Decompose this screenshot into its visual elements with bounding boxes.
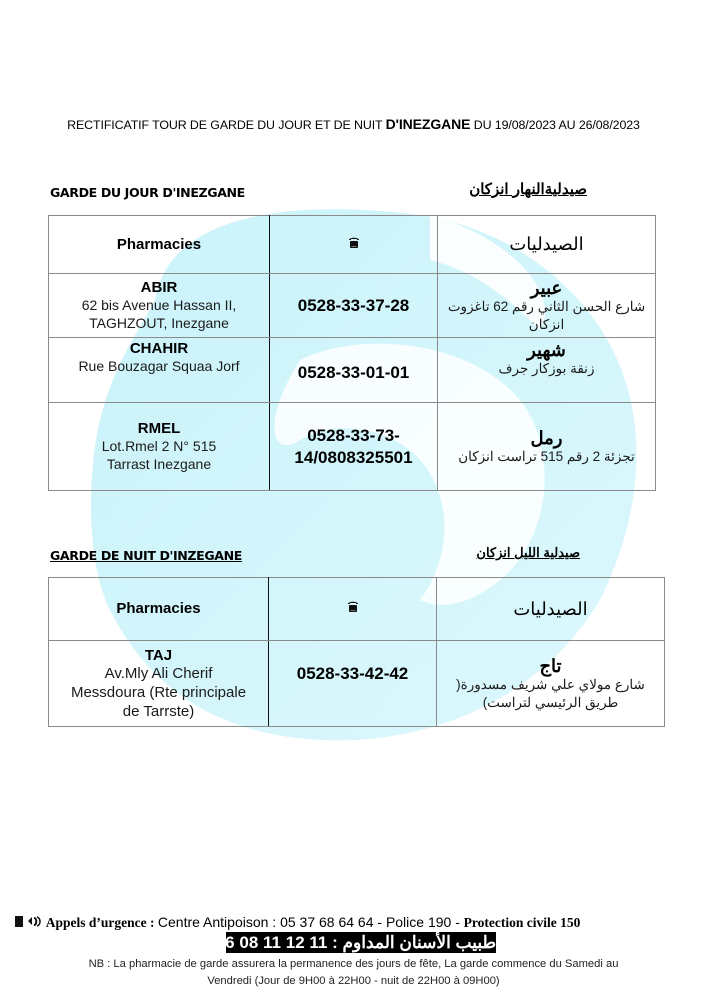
table-row [49, 403, 656, 491]
day-heading-ar: صيدليةالنهار انزكان [469, 181, 587, 198]
col-header-pharmacies: Pharmacies [116, 235, 202, 253]
pharmacy-address-ar: تجزئة 2 رقم 515 تراست انزكان [458, 448, 635, 464]
dentist-on-call-banner: طبيب الأسنان المداوم : 11 12 11 08 06 [215, 933, 496, 952]
emergency-separator: : [146, 915, 158, 930]
day-heading-fr: GARDE DU JOUR D'INEZGANE [50, 185, 245, 200]
pharmacy-name-ar: عبير [530, 277, 563, 298]
day-pharmacy-table [48, 215, 656, 491]
table-row [49, 274, 656, 338]
pharmacy-address-ar: انزكان [528, 316, 565, 332]
pharmacy-phone: 0528-33-42-42 [296, 664, 409, 683]
phone-icon [348, 236, 360, 249]
phone-icon [347, 600, 359, 613]
col-header-pharmacies-ar: الصيدليات [513, 598, 588, 619]
pharmacy-address-line: Tarrast Inezgane [106, 456, 212, 472]
pharmacy-name-ar: رمل [530, 427, 563, 448]
pharmacy-address-line: Rue Bouzagar Squaa Jorf [78, 358, 240, 374]
pharmacy-address-ar: طريق الرئيسي لتراست) [482, 694, 619, 710]
table-header-row [49, 578, 665, 641]
nb-line-1: NB : La pharmacie de garde assurera la permanence des jours de fête, La garde commence du Samedi au [88, 958, 619, 970]
night-pharmacy-table [48, 577, 665, 727]
pharmacy-address-line: 62 bis Avenue Hassan II, [81, 297, 237, 313]
night-heading-fr: GARDE DE NUIT D'INZEGANE [50, 548, 242, 563]
pharmacy-address-line: Av.Mly Ali Cherif [104, 664, 213, 682]
table-header-row [49, 216, 656, 274]
pharmacy-name: ABIR [140, 279, 178, 296]
pharmacy-phone: 0528-33-01-01 [297, 363, 410, 382]
pharmacy-phone: 0528-33-73- [307, 425, 400, 445]
pharmacy-address-line: TAGHZOUT, Inezgane [89, 315, 229, 331]
pharmacy-address-ar: زنقة بوزكار جرف [498, 361, 595, 376]
table-row [49, 641, 665, 727]
pharmacy-name-ar: شهير [527, 340, 566, 360]
night-heading-ar: صيدلية الليل انزكان [476, 545, 580, 560]
nb-line-2: Vendredi (Jour de 9H00 à 22H00 - nuit de 22H00 à 09H00) [207, 975, 500, 987]
pharmacy-address-line: Messdoura (Rte principale [70, 683, 247, 701]
pharmacy-address-line: de Tarrste) [122, 702, 195, 720]
pharmacy-name: TAJ [144, 646, 173, 664]
title-dates: DU 19/08/2023 AU 26/08/2023 [470, 118, 640, 132]
antipoison-police: Centre Antipoison : 05 37 68 64 64 - Police 190 - [157, 914, 460, 930]
protection-civile: Protection civile 150 [463, 915, 581, 930]
pharmacy-phone: 14/0808325501 [294, 447, 413, 467]
table-row [49, 338, 656, 403]
pharmacy-address-line: Lot.Rmel 2 N° 515 [101, 438, 217, 454]
col-header-pharmacies-ar: الصيدليات [509, 234, 584, 254]
pharmacy-name: RMEL [137, 420, 181, 437]
emergency-label: Appels d’urgence [45, 915, 147, 930]
pharmacy-name: CHAHIR [129, 340, 189, 357]
pharmacy-phone: 0528-33-37-28 [297, 295, 410, 315]
pharmacy-name-ar: تاج [539, 655, 562, 676]
col-header-pharmacies: Pharmacies [116, 600, 201, 617]
title-city: D'INEZGANE [385, 116, 471, 132]
pharmacy-address-ar: شارع مولاي علي شريف مسدورة( [456, 676, 645, 692]
nb-note [0, 956, 707, 990]
emergency-calls-line [14, 914, 704, 931]
document-title [0, 116, 707, 132]
title-prefix: RECTIFICATIF TOUR DE GARDE DU JOUR ET DE NUIT [67, 118, 386, 132]
emergency-phone-icon [14, 915, 42, 928]
pharmacy-address-ar: شارع الحسن الثاني رقم 62 تاغزوت [447, 298, 646, 314]
